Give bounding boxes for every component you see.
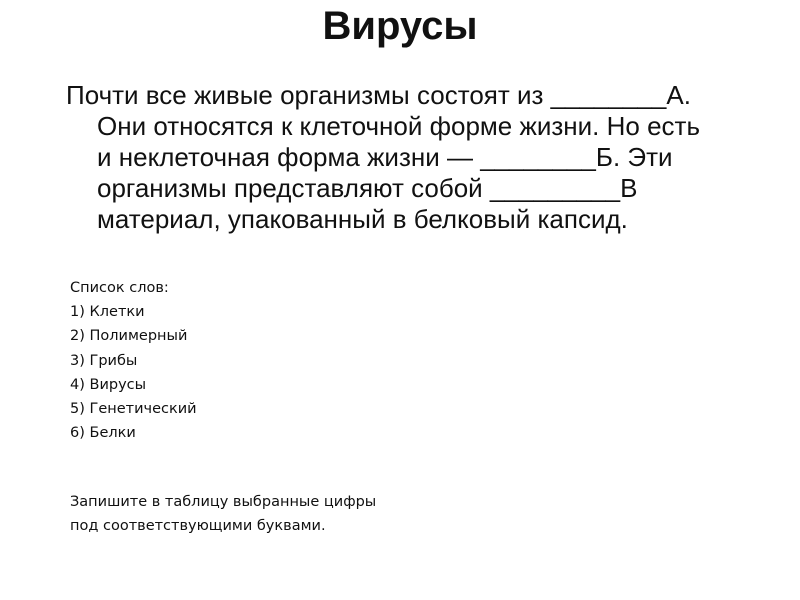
word-list-item: 1) Клетки bbox=[70, 304, 145, 321]
word-list-item: 2) Полимерный bbox=[70, 328, 188, 345]
task-paragraph bbox=[66, 80, 796, 235]
word-list-item: 4) Вирусы bbox=[70, 376, 147, 393]
word-list bbox=[70, 276, 470, 445]
paragraph-line: Они относятся к клеточной форме жизни. Но есть bbox=[97, 111, 701, 141]
instruction-text bbox=[70, 490, 570, 538]
slide-title: Вирусы bbox=[322, 4, 478, 48]
word-list-item: 5) Генетический bbox=[70, 401, 197, 418]
instruction-line: под соответствующими буквами. bbox=[70, 518, 326, 534]
paragraph-line: Почти все живые организмы состоят из ________А. bbox=[66, 80, 691, 110]
word-list-item: 6) Белки bbox=[70, 425, 136, 442]
instruction-line: Запишите в таблицу выбранные цифры bbox=[70, 494, 377, 510]
paragraph-line: организмы представляют собой _________В bbox=[97, 173, 638, 203]
word-list-item: 3) Грибы bbox=[70, 352, 138, 369]
paragraph-line: материал, упакованный в белковый капсид. bbox=[97, 204, 628, 234]
word-list-heading: Список слов: bbox=[70, 280, 169, 296]
paragraph-line: и неклеточная форма жизни — ________Б. Эти bbox=[97, 142, 673, 172]
